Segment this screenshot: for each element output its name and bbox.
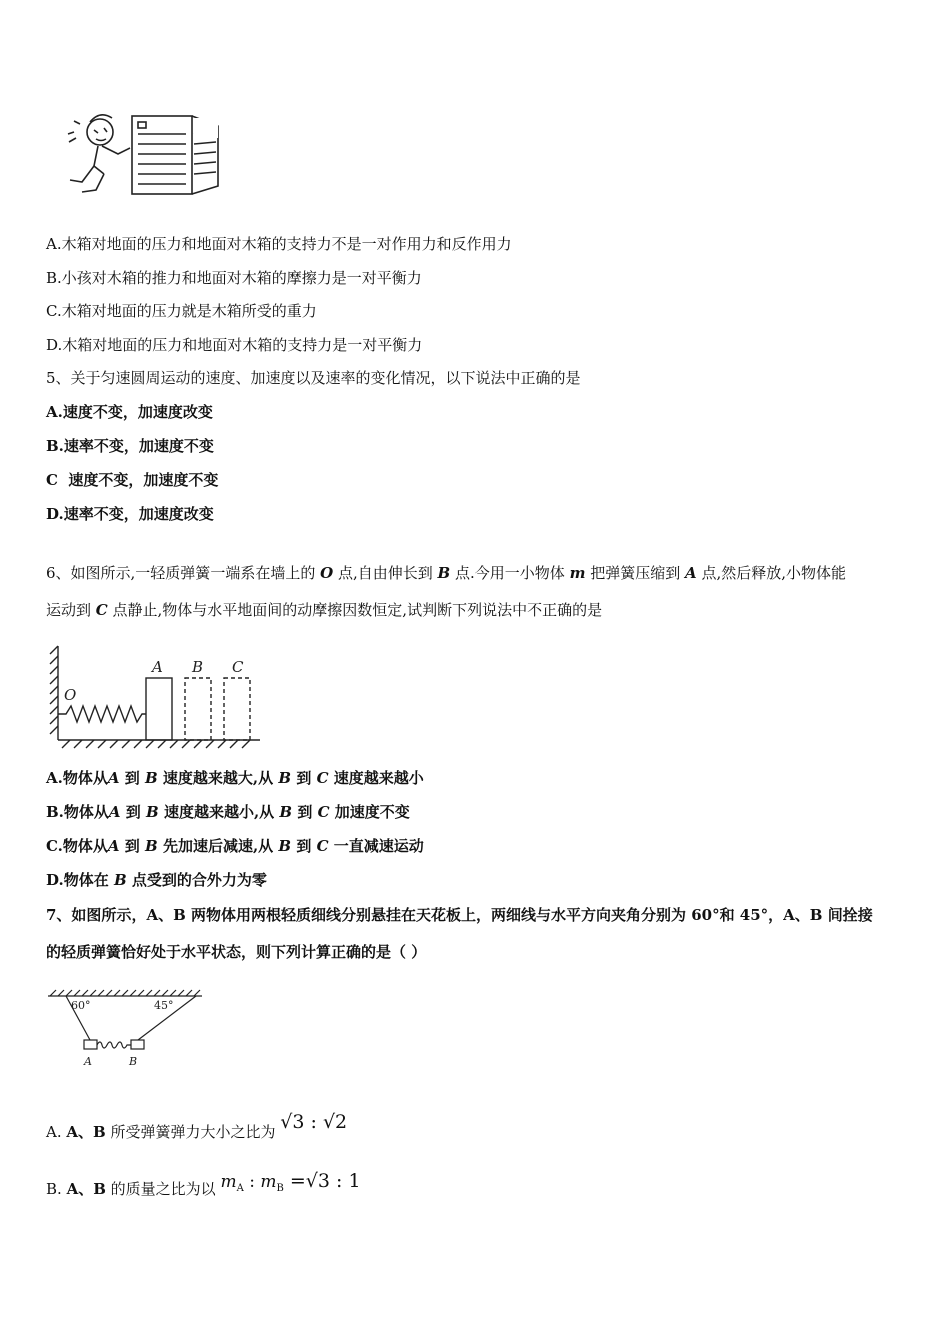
hanging-blocks-figure xyxy=(46,988,206,1072)
math-rhs: =√3 : 1 xyxy=(283,1170,361,1192)
math-op: : xyxy=(243,1172,261,1192)
child-pushing-box-figure xyxy=(60,108,230,198)
q6-opt-text: 到 xyxy=(124,837,140,855)
q6-var-o: O xyxy=(320,564,334,582)
q6-opt-var: C xyxy=(316,769,329,787)
q6-opt-text: 到 xyxy=(125,803,141,821)
fig-label-o: O xyxy=(64,686,77,704)
q6-text: 把弹簧压缩到 xyxy=(590,564,681,582)
q6-opt-var: B xyxy=(279,803,293,821)
spring-block-figure xyxy=(46,640,266,750)
q7-option-a-math: √3 : √2 xyxy=(280,1111,348,1133)
q7-opt-text: B. xyxy=(46,1180,67,1198)
q6-opt-text: 到 xyxy=(297,803,313,821)
q6-opt-var: C xyxy=(317,803,330,821)
q6-opt-text: 先加速后减速,从 xyxy=(162,837,274,855)
q6-opt-var: B xyxy=(145,769,158,787)
q6-opt-var: B xyxy=(145,837,158,855)
q6-text: 点.今用一小物体 xyxy=(455,564,565,582)
q7-option-b-math xyxy=(220,1172,360,1192)
q6-opt-text: A.物体从 xyxy=(46,769,108,787)
q6-text: 点,自由伸长到 xyxy=(337,564,433,582)
q5-option-d-text: D.速率不变，加速度改变 xyxy=(46,505,214,523)
fig-label-b: B xyxy=(129,1055,138,1068)
q5-option-b-text: B.速率不变，加速度不变 xyxy=(46,437,214,455)
q7-opt-text: A. xyxy=(46,1123,67,1141)
q6-opt-text: 到 xyxy=(296,837,312,855)
q7-stem-line2: 的轻质弹簧恰好处于水平状态，则下列计算正确的是（ ） xyxy=(46,943,427,961)
q6-opt-text: 加速度不变 xyxy=(334,803,410,821)
q7-opt-bold: A、B xyxy=(66,1123,106,1141)
q6-opt-text: 到 xyxy=(296,769,312,787)
q6-stem-line1 xyxy=(46,563,846,583)
q4-option-c: C.木箱对地面的压力就是木箱所受的重力 xyxy=(46,302,317,320)
q6-option-b xyxy=(46,802,410,822)
fig-angle-60: 60° xyxy=(71,999,91,1012)
q4-option-a: A.木箱对地面的压力和地面对木箱的支持力不是一对作用力和反作用力 xyxy=(46,235,512,253)
q5-option-a xyxy=(46,402,213,422)
q6-stem-line2 xyxy=(46,600,602,620)
fig-label-a: A xyxy=(152,658,163,676)
q4-option-d: D.木箱对地面的压力和地面对木箱的支持力是一对平衡力 xyxy=(46,336,423,354)
q7-option-b xyxy=(46,1170,361,1209)
fig-label-b: B xyxy=(192,658,204,676)
q6-opt-text: 速度越来越小,从 xyxy=(163,803,275,821)
q6-opt-text: 点受到的合外力为零 xyxy=(131,871,267,889)
q6-option-a xyxy=(46,768,424,788)
q6-opt-var: B xyxy=(146,803,159,821)
q6-opt-var: A xyxy=(107,837,120,855)
q6-var-c: C xyxy=(95,601,108,619)
q6-opt-text: D.物体在 xyxy=(46,871,109,889)
q7-option-a xyxy=(46,1111,348,1145)
math-sub: B xyxy=(276,1183,284,1194)
q6-text: 运动到 xyxy=(46,601,92,619)
q6-text: 点静止,物体与水平地面间的动摩擦因数恒定,试判断下列说法中不正确的是 xyxy=(112,601,603,619)
q5-stem: 5、关于匀速圆周运动的速度、加速度以及速率的变化情况，以下说法中正确的是 xyxy=(46,369,581,387)
q6-var-m: m xyxy=(569,564,586,582)
q6-opt-text: C.物体从 xyxy=(46,837,108,855)
q6-opt-text: 速度越来越小 xyxy=(333,769,424,787)
q7-stem-line1: 7、如图所示，A、B 两物体用两根轻质细线分别悬挂在天花板上，两细线与水平方向夹角分别为 60°和 45°，A、B 间拴接 xyxy=(46,906,873,924)
q6-opt-text: B.物体从 xyxy=(46,803,109,821)
q6-opt-text: 一直减速运动 xyxy=(333,837,424,855)
fig-label-c: C xyxy=(232,658,244,676)
q6-var-b: B xyxy=(437,564,451,582)
q6-option-d xyxy=(46,870,267,890)
q6-var-a: A xyxy=(685,564,697,582)
q6-opt-var: A xyxy=(107,769,120,787)
q6-text: 6、如图所示,一轻质弹簧一端系在墙上的 xyxy=(46,564,316,582)
q6-opt-text: 速度越来越大,从 xyxy=(162,769,274,787)
q6-opt-var: B xyxy=(278,837,292,855)
math-sub: A xyxy=(236,1183,244,1194)
q6-opt-var: B xyxy=(278,769,292,787)
q7-opt-text: 的质量之比为以 xyxy=(105,1180,216,1198)
q5-option-d xyxy=(46,504,214,524)
q5-option-b xyxy=(46,436,214,456)
q7-opt-text: 所受弹簧弹力大小之比为 xyxy=(105,1123,276,1141)
q6-opt-var: A xyxy=(108,803,121,821)
q5-option-a-text: A.速度不变，加速度改变 xyxy=(46,403,213,421)
q6-opt-var: C xyxy=(316,837,329,855)
q6-opt-text: 到 xyxy=(124,769,140,787)
q6-text: 点,然后释放,小物体能 xyxy=(701,564,846,582)
q5-option-c xyxy=(46,470,218,490)
q7-opt-bold: A、B xyxy=(66,1180,106,1198)
q6-option-c xyxy=(46,836,424,856)
q5-option-c-text: C 速度不变，加速度不变 xyxy=(46,471,219,489)
fig-label-a: A xyxy=(84,1055,92,1068)
fig-angle-45: 45° xyxy=(154,999,174,1012)
q6-opt-var: B xyxy=(113,871,127,889)
q4-option-b: B.小孩对木箱的推力和地面对木箱的摩擦力是一对平衡力 xyxy=(46,269,422,287)
math-var: m xyxy=(220,1172,237,1192)
math-var: m xyxy=(260,1172,277,1192)
